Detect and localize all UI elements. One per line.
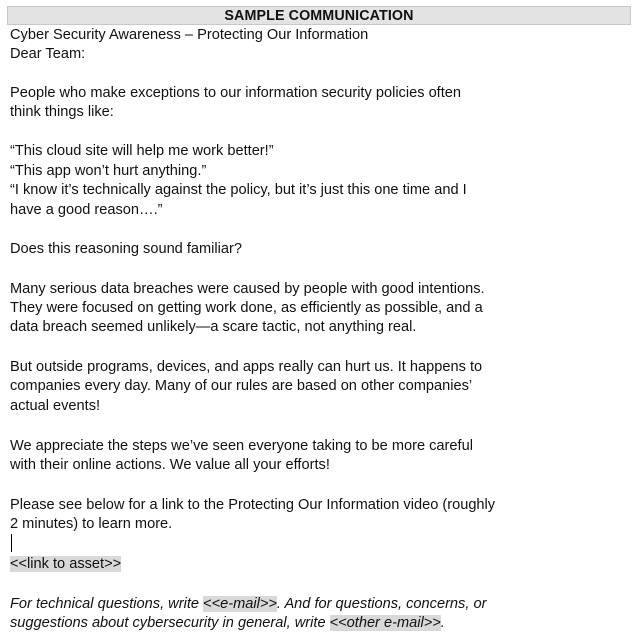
- footer-line-2-suffix: .: [440, 615, 445, 631]
- other-email-placeholder[interactable]: <<other e-mail>>: [329, 615, 441, 631]
- paragraph-5-line-2: with their online actions. We value all your efforts!: [10, 457, 330, 473]
- quote-line-2: “This app won’t hurt anything.”: [10, 163, 207, 179]
- paragraph-3-line-3: data breach seemed unlikely—a scare tactic, not anything real.: [10, 319, 417, 335]
- quote-line-3: “I know it’s technically against the policy, but it’s just this one time and I: [10, 182, 467, 198]
- quote-line-4: have a good reason….”: [10, 202, 163, 218]
- link-placeholder[interactable]: <<link to asset>>: [10, 556, 122, 572]
- header-bar: [7, 6, 631, 25]
- paragraph-6-line-1: Please see below for a link to the Protecting Our Information video (roughly: [10, 497, 496, 513]
- email-placeholder[interactable]: <<e-mail>>: [203, 596, 277, 612]
- footer-line-1-prefix: For technical questions, write: [10, 596, 204, 612]
- greeting: Dear Team:: [10, 46, 86, 62]
- quote-line-1: “This cloud site will help me work better!”: [10, 143, 274, 159]
- paragraph-3-line-2: They were focused on getting work done, as efficiently as possible, and a: [10, 300, 483, 316]
- paragraph-5-line-1: We appreciate the steps we’ve seen everyone taking to be more careful: [10, 438, 473, 454]
- paragraph-1-line-1: People who make exceptions to our information security policies often: [10, 85, 462, 101]
- document-title: SAMPLE COMMUNICATION: [224, 7, 414, 24]
- paragraph-4-line-2: companies every day. Many of our rules are based on other companies’: [10, 378, 473, 394]
- paragraph-6-line-2: 2 minutes) to learn more.: [10, 516, 173, 532]
- footer-line-2: [10, 614, 445, 633]
- footer-line-1: [10, 595, 486, 614]
- paragraph-1-line-2: think things like:: [10, 104, 114, 120]
- paragraph-4-line-3: actual events!: [10, 398, 101, 414]
- subject-line: Cyber Security Awareness – Protecting Our Information: [10, 27, 369, 43]
- text-cursor: [11, 534, 12, 552]
- footer-line-1-suffix: . And for questions, concerns, or: [276, 596, 487, 612]
- paragraph-3-line-1: Many serious data breaches were caused by people with good intentions.: [10, 281, 485, 297]
- paragraph-4-line-1: But outside programs, devices, and apps really can hurt us. It happens to: [10, 359, 483, 375]
- paragraph-2: Does this reasoning sound familiar?: [10, 241, 243, 257]
- footer-line-2-prefix: suggestions about cybersecurity in general, write: [10, 615, 330, 631]
- link-placeholder-line: [10, 555, 121, 574]
